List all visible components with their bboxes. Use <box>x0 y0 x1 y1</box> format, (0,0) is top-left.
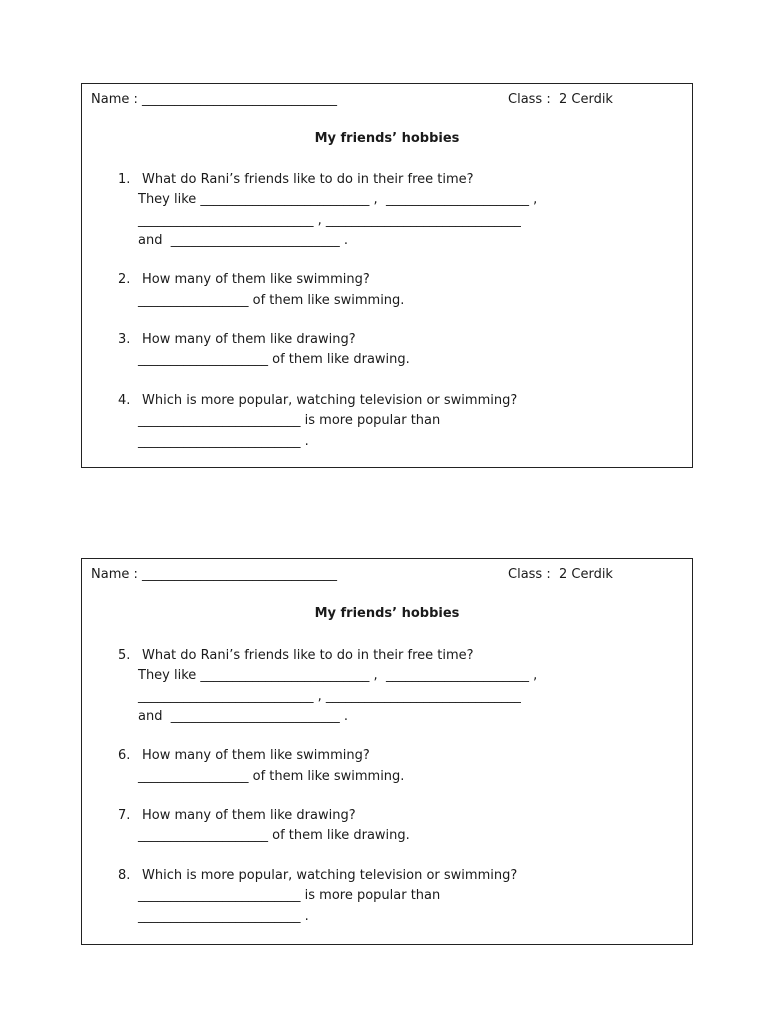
answer-line: ___________________________ , ______________________________ <box>138 213 521 228</box>
answer-line: and __________________________ . <box>138 233 348 248</box>
answer-line: _________________ of them like swimming. <box>138 293 405 308</box>
answer-line: _________________ of them like swimming. <box>138 769 405 784</box>
answer-line: ____________________ of them like drawing. <box>138 828 410 843</box>
answer-line: _________________________ . <box>138 434 309 449</box>
answer-line: _________________________ is more popular than <box>138 413 441 428</box>
worksheet-title: My friends’ hobbies <box>314 131 460 146</box>
question-number: 2. <box>118 272 131 287</box>
question-text: Which is more popular, watching television or swimming? <box>142 393 518 408</box>
name-field-label: Name : ______________________________ <box>91 92 337 107</box>
question-text: How many of them like swimming? <box>142 272 370 287</box>
question-number: 7. <box>118 808 131 823</box>
answer-line: They like __________________________ , ______________________ , <box>138 192 538 207</box>
class-label: Class : 2 Cerdik <box>508 92 613 107</box>
answer-line: ___________________________ , ______________________________ <box>138 689 521 704</box>
answer-line: They like __________________________ , ______________________ , <box>138 668 538 683</box>
answer-line: _________________________ is more popular than <box>138 888 441 903</box>
question-number: 3. <box>118 332 131 347</box>
answer-line: and __________________________ . <box>138 709 348 724</box>
question-number: 8. <box>118 868 131 883</box>
answer-line: _________________________ . <box>138 909 309 924</box>
question-text: How many of them like drawing? <box>142 808 356 823</box>
question-text: What do Rani’s friends like to do in their free time? <box>142 648 474 663</box>
question-number: 6. <box>118 748 131 763</box>
question-number: 4. <box>118 393 131 408</box>
name-field-label: Name : ______________________________ <box>91 567 337 582</box>
worksheet-title: My friends’ hobbies <box>314 606 460 621</box>
question-number: 1. <box>118 172 131 187</box>
question-text: Which is more popular, watching television or swimming? <box>142 868 518 883</box>
question-text: What do Rani’s friends like to do in their free time? <box>142 172 474 187</box>
question-text: How many of them like drawing? <box>142 332 356 347</box>
question-text: How many of them like swimming? <box>142 748 370 763</box>
worksheet-1 <box>81 83 693 468</box>
worksheet-2 <box>81 558 693 945</box>
question-number: 5. <box>118 648 131 663</box>
class-label: Class : 2 Cerdik <box>508 567 613 582</box>
answer-line: ____________________ of them like drawing. <box>138 352 410 367</box>
